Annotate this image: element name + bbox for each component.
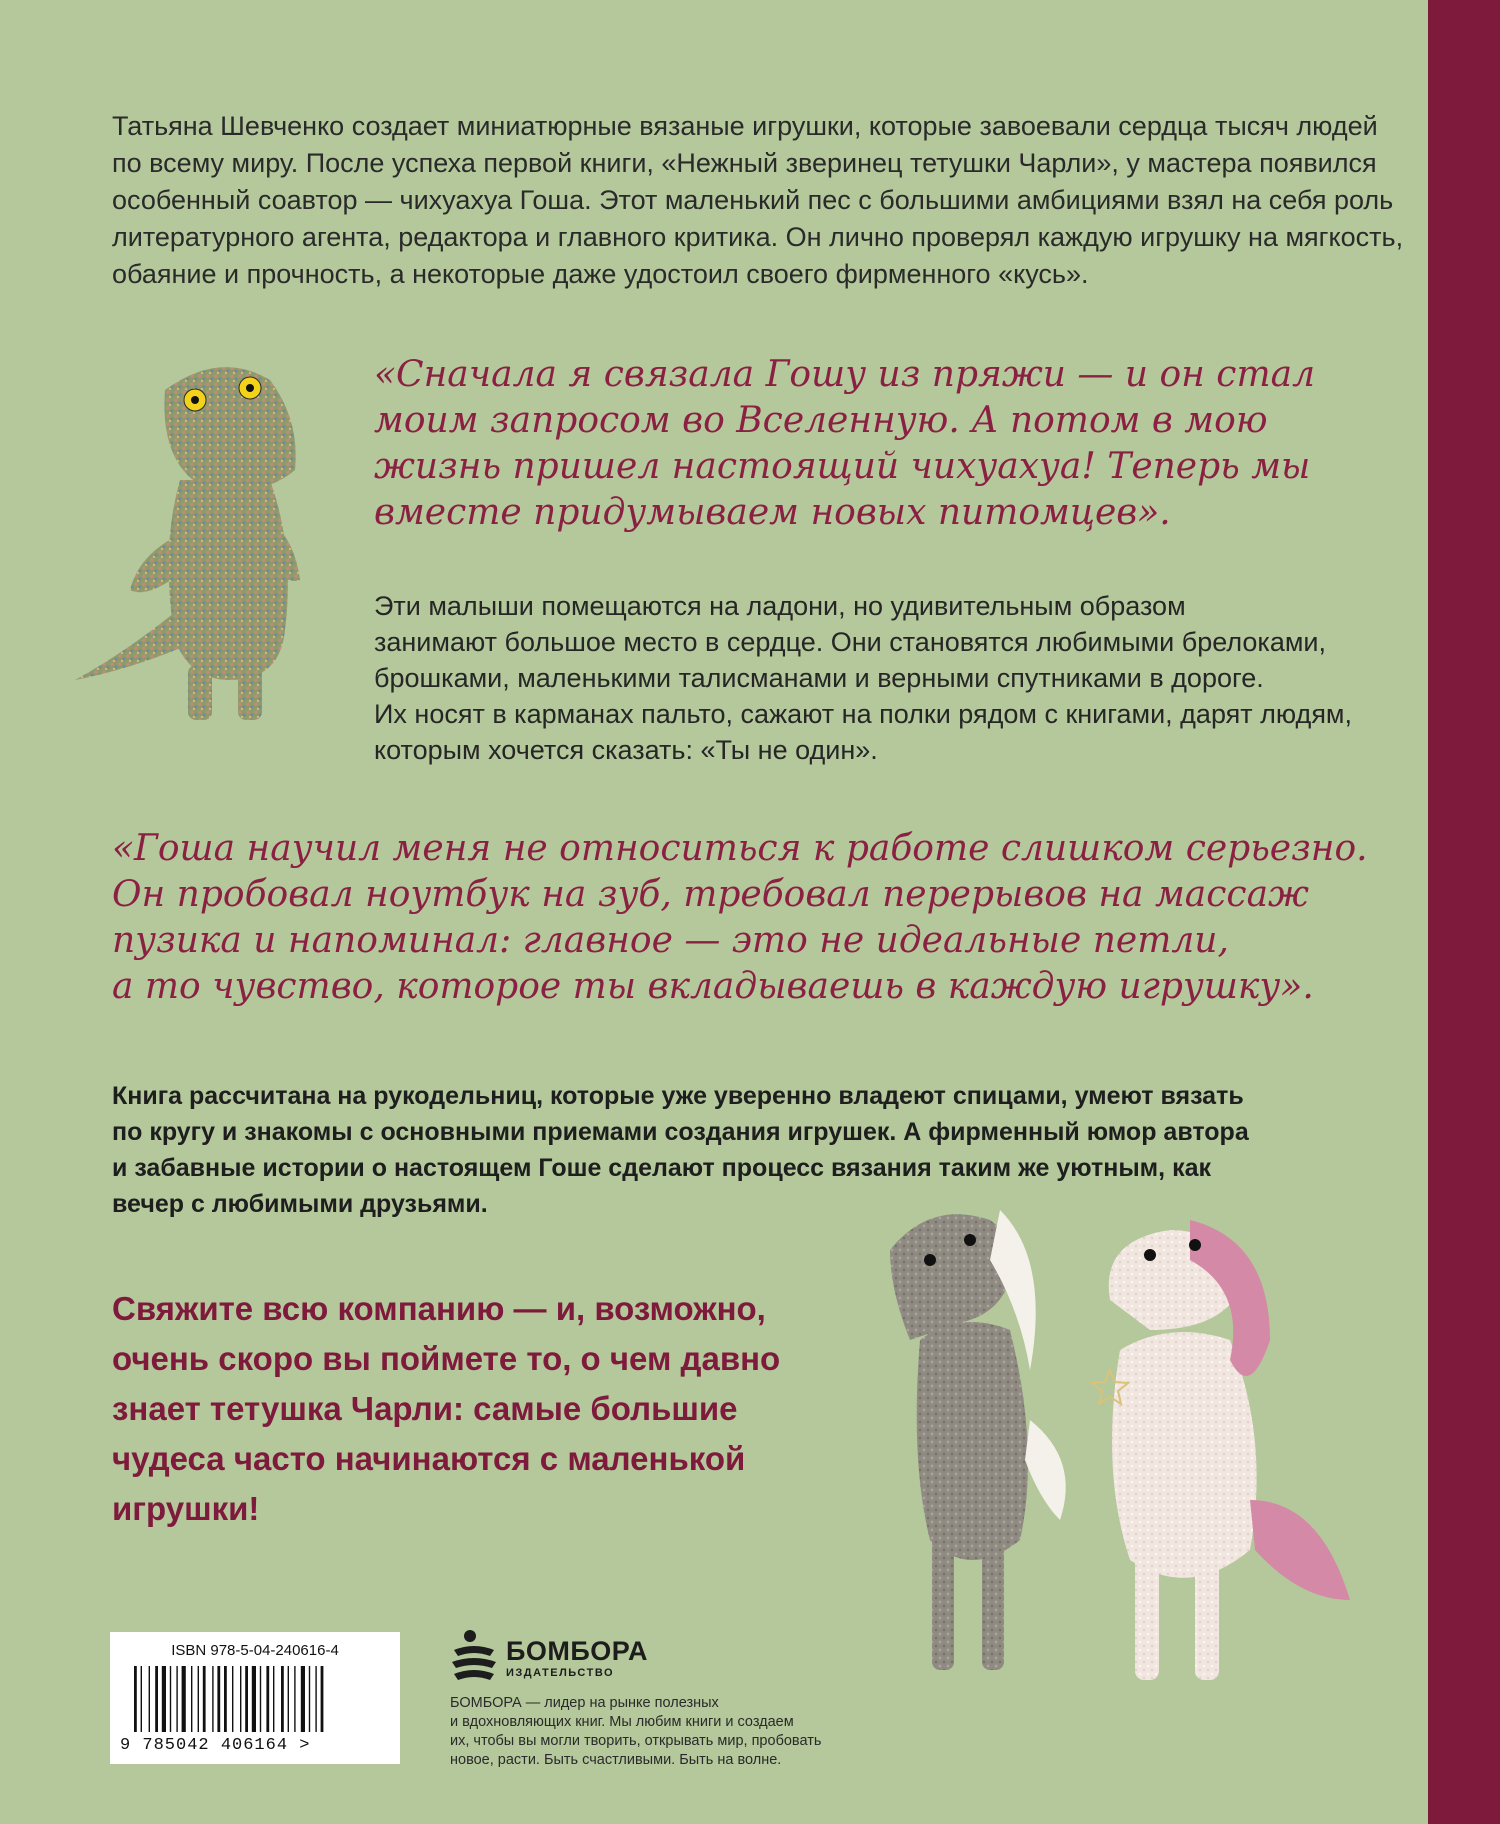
- publisher-subtitle: ИЗДАТЕЛЬСТВО: [506, 1667, 615, 1679]
- barcode-digits: 9 785042 406164 >: [120, 1736, 311, 1755]
- isbn-label: ISBN 978-5-04-240616-4: [171, 1642, 339, 1659]
- toys-description-paragraph: Эти малыши помещаются на ладони, но удивительным образом занимают большое место в сердце. Они становятся любимыми брелоками, брошками, маленькими талисманами и верными спутниками в дороге. Их носят в карманах пальто, сажают на полки рядом с книгами, дарят людям, которым хочется сказать: «Ты не один».: [374, 591, 1352, 765]
- publisher-logo-icon: [450, 1628, 498, 1689]
- publisher-description: БОМБОРА — лидер на рынке полезных и вдохновляющих книг. Мы любим книги и создаем их, чтобы вы могли творить, открывать мир, пробовать новое, расти. Быть счастливыми. Быть на волне.: [450, 1695, 822, 1768]
- audience-paragraph: Книга рассчитана на рукодельниц, которые уже уверенно владеют спицами, умеют вязать по кругу и знакомы с основными приемами создания игрушек. А фирменный юмор автора и забавные истории о настоящем Гоше сделают процесс вязания таким же уютным, как вечер с любимыми друзьями.: [112, 1082, 1249, 1218]
- barcode-box: [110, 1632, 400, 1764]
- cover-spine-band: [1428, 0, 1500, 1824]
- publisher-name: БОМБОРА: [506, 1636, 648, 1666]
- author-quote-1: «Сначала я связала Гошу из пряжи — и он стал моим запросом во Вселенную. А потом в мою жизнь пришел настоящий чихуахуа! Теперь мы вместе придумываем новых питомцев».: [374, 354, 1315, 533]
- barcode-icon: [134, 1666, 374, 1734]
- author-quote-2: «Гоша научил меня не относиться к работе слишком серьезно. Он пробовал ноутбук на зуб, требовал перерывов на массаж пузика и напоминал: главное — это не идеальные петли, а то чувство, которое ты вкладываешь в каждую игрушку».: [112, 828, 1368, 1007]
- call-to-action-text: Свяжите всю компанию — и, возможно, очень скоро вы поймете то, о чем давно знает тетушка Чарли: самые большие чудеса часто начинаются с маленькой игрушки!: [112, 1290, 781, 1527]
- knitted-horses-image: [850, 1200, 1410, 1710]
- intro-paragraph: Татьяна Шевченко создает миниатюрные вязаные игрушки, которые завоевали сердца тысяч людей по всему миру. После успеха первой книги, «Нежный зверинец тетушки Чарли», у мастера появился особенный соавтор — чихуахуа Гоша. Этот маленький пес с большими амбициями взял на себя роль литературного агента, редактора и главного критика. Он лично проверял каждую игрушку на мягкость, обаяние и прочность, а некоторые даже удостоил своего фирменного «кусь».: [112, 111, 1404, 289]
- knitted-crocodile-image: [70, 350, 370, 750]
